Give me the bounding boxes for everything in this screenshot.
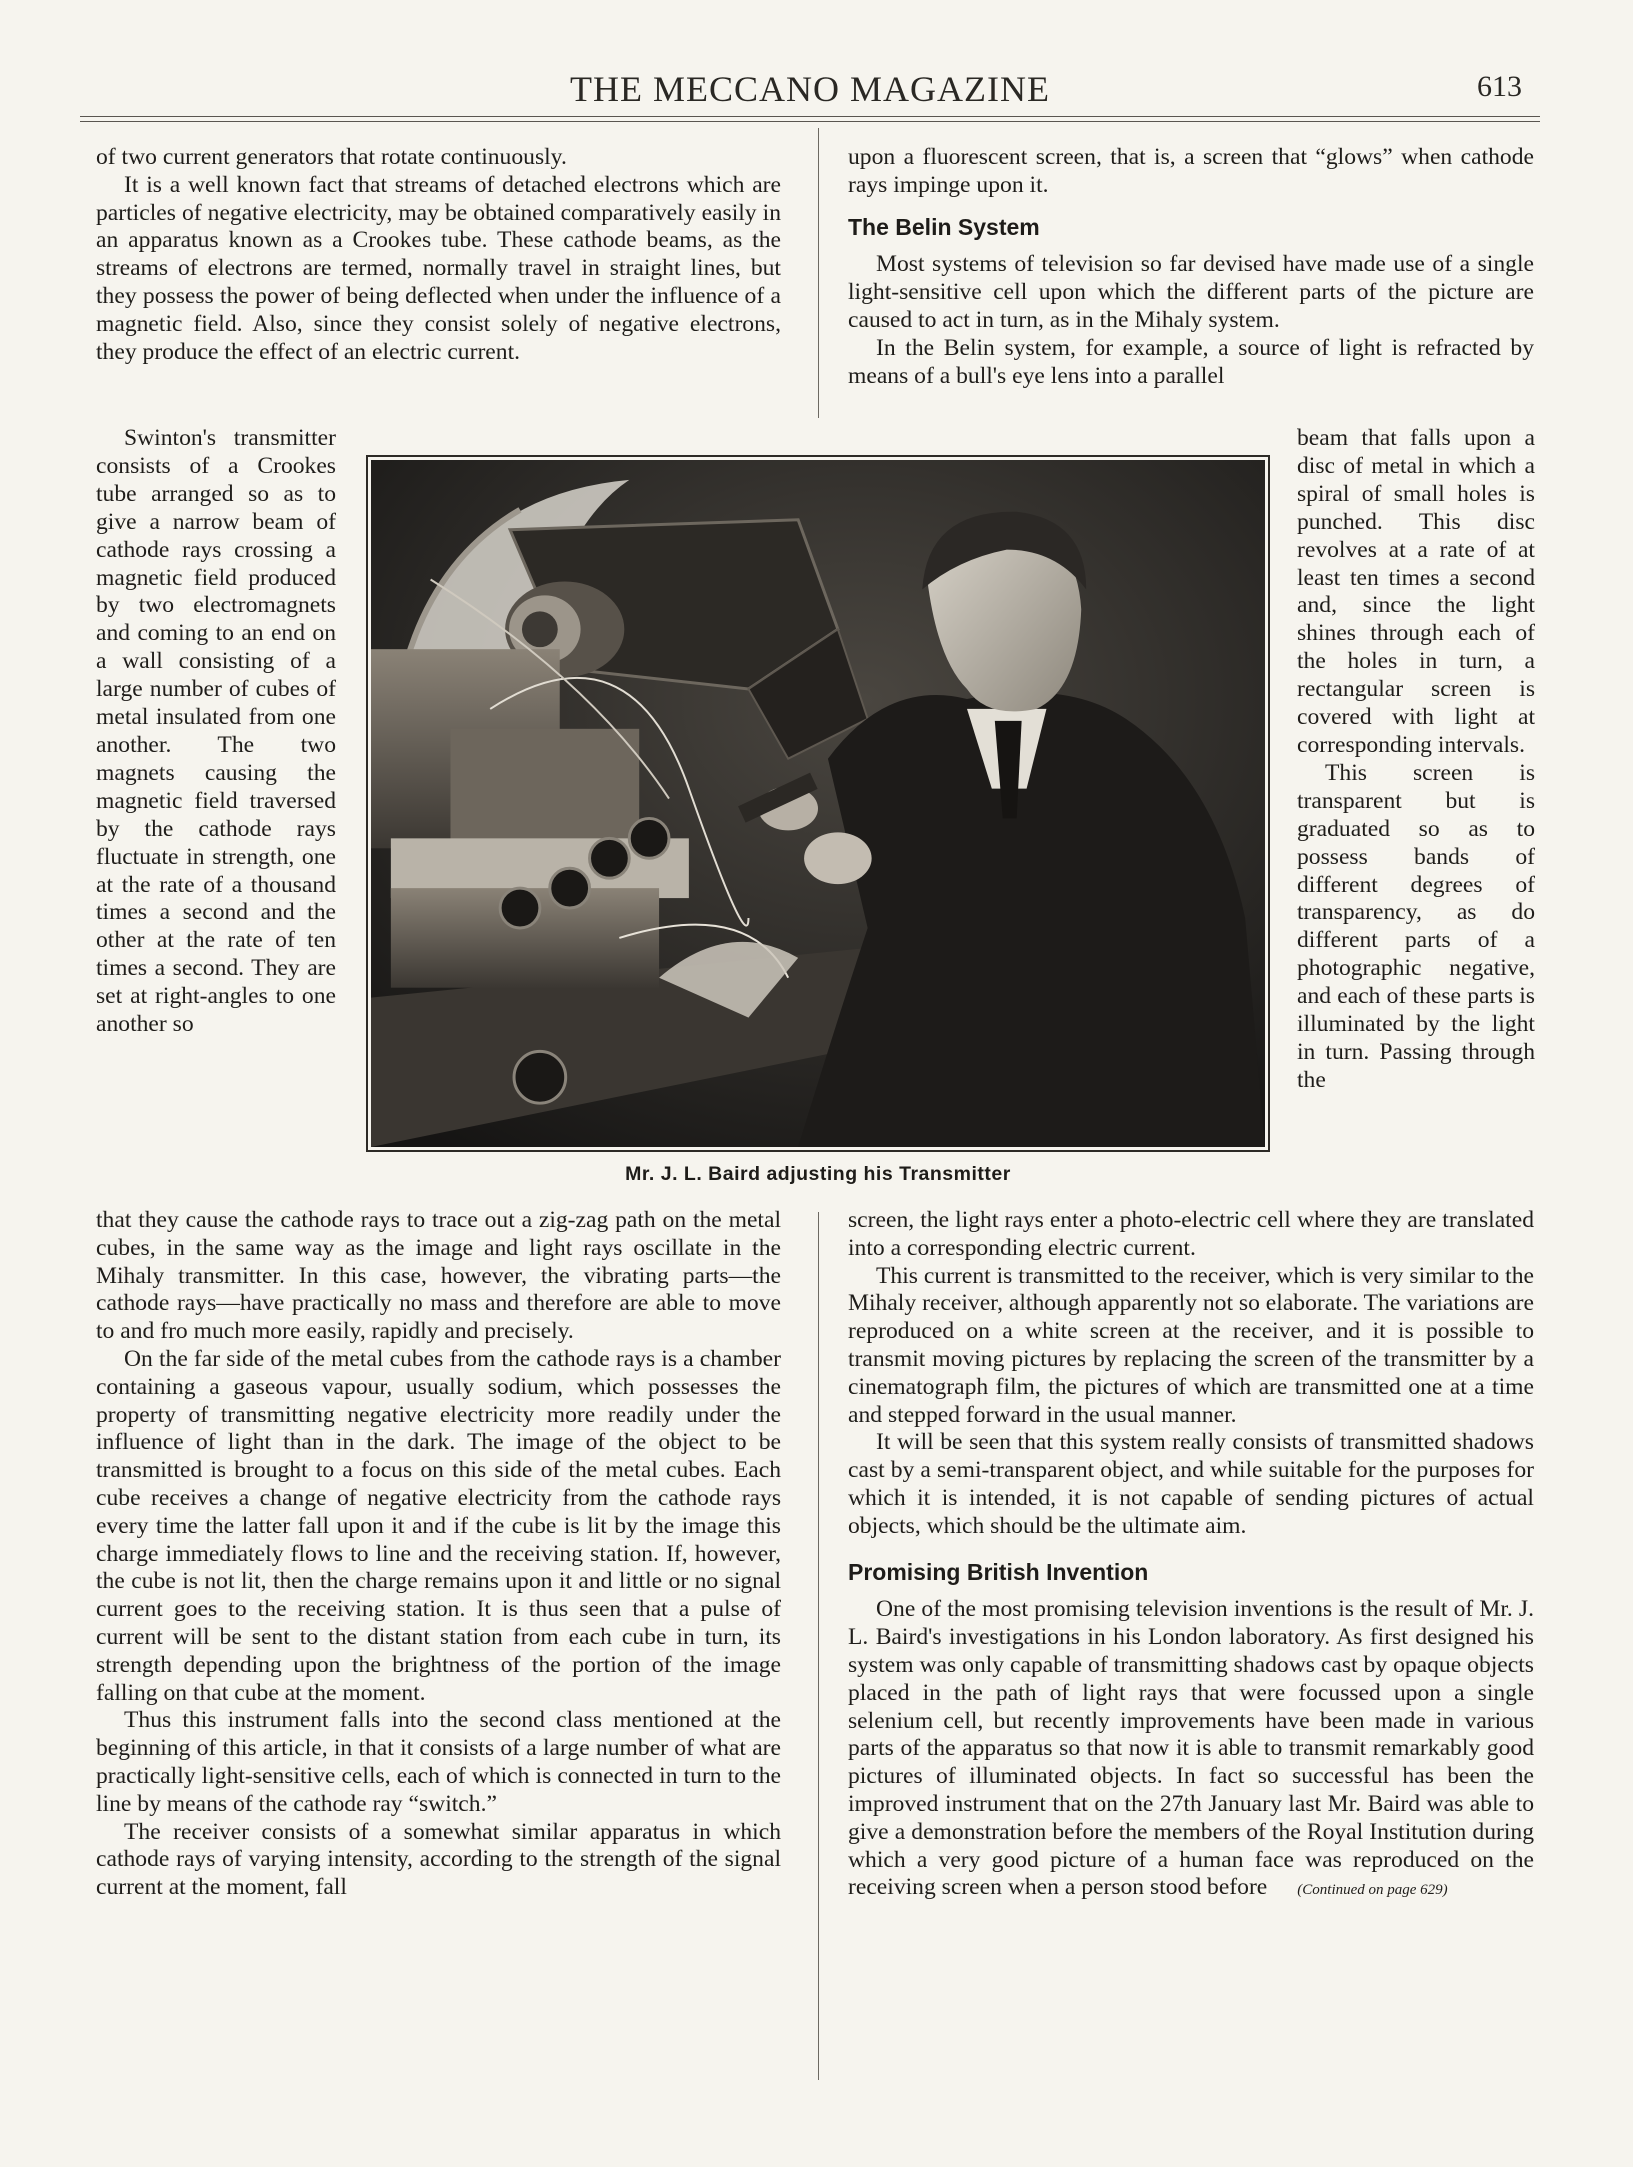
- paragraph: This screen is transparent but is graduated so as to possess bands of different degrees of transparency, as do different parts of a photographic negative, and each of these parts is illuminated by the light in turn. Passing through the: [1297, 759, 1535, 1093]
- figure-caption: Mr. J. L. Baird adjusting his Transmitter: [625, 1163, 1011, 1185]
- page-number: 613: [1477, 70, 1522, 103]
- section-heading-british: Promising British Invention: [848, 1558, 1149, 1585]
- paragraph: beam that falls upon a disc of metal in which a spiral of small holes is punched. This disc revolves at a rate of at least ten times a second and, since the light shines through each of the holes in turn, a rectangular screen is covered with light at corresponding intervals.: [1297, 425, 1535, 758]
- section-heading-belin: The Belin System: [848, 213, 1040, 240]
- paragraph: Most systems of television so far devised have made use of a single light-sensitive cell upon which the different parts of the picture are caused to act in turn, as in the Mihaly system.: [848, 251, 1534, 333]
- paragraph: The receiver consists of a somewhat similar apparatus in which cathode rays of varying intensity, according to the strength of the signal current at the moment, fall: [96, 1818, 781, 1901]
- paragraph: of two current generators that rotate continuously.: [96, 144, 567, 170]
- continued-note: (Continued on page 629): [1297, 1882, 1448, 1899]
- right-column-top: [848, 144, 1534, 390]
- paragraph: In the Belin system, for example, a source of light is refracted by means of a bull's eye lens into a parallel: [848, 334, 1534, 389]
- paragraph: [848, 1596, 1534, 1905]
- paragraph: On the far side of the metal cubes from the cathode rays is a chamber containing a gaseous vapour, usually sodium, which possesses the property of transmitting negative electricity more readily under the influence of light than in the dark. The image of the object to be transmitted is brought to a focus on this side of the metal cubes. Each cube receives a change of negative electricity from the cathode rays every time the latter fall upon it and if the cube is lit by the image this charge immediately flows to line and the receiving station. If, however, the cube is not lit, then the charge remains upon it and little or no signal current goes to the receiving station. It is thus seen that a pulse of current will be sent to the distant station from each cube in turn, its strength depending upon the brightness of the portion of the image falling on that cube at the moment.: [96, 1345, 781, 1706]
- column-divider: [818, 128, 819, 418]
- right-column-wrap: [1297, 425, 1535, 1095]
- paragraph: Thus this instrument falls into the second class mentioned at the beginning of this article, in that it consists of a large number of what are practically light-sensitive cells, each of which is connected in turn to the line by means of the cathode ray “switch.”: [96, 1707, 781, 1817]
- right-column-bottom: [848, 1207, 1534, 1905]
- left-column-wrap: [96, 425, 336, 1039]
- paragraph: that they cause the cathode rays to trace out a zig-zag path on the metal cubes, in the same way as the image and light rays oscillate in the Mihaly transmitter. In this case, however, the vibrating parts—the cathode rays—have practically no mass and therefore are able to move to and fro much more easily, rapidly and precisely.: [96, 1207, 781, 1345]
- magazine-title: THE MECCANO MAGAZINE: [570, 69, 1050, 109]
- column-divider: [818, 1212, 819, 2080]
- photo-baird-transmitter: [371, 460, 1265, 1147]
- paragraph: It is a well known fact that streams of detached electrons which are particles of negative electricity, may be obtained comparatively easily in an apparatus known as a Crookes tube. These cathode beams, as the streams of electrons are termed, normally travel in straight lines, but they possess the power of being deflected when under the influence of a magnetic field. Also, since they consist solely of negative electrons, they produce the effect of an electric current.: [96, 171, 781, 365]
- paragraph: screen, the light rays enter a photo-electric cell where they are translated into a corresponding electric current.: [848, 1207, 1534, 1261]
- header-rule: [80, 116, 1540, 122]
- left-column-bottom: [96, 1207, 781, 1902]
- paragraph: Swinton's transmitter consists of a Crookes tube arranged so as to give a narrow beam of cathode rays crossing a magnetic field produced by two electromagnets and coming to an end on a wall consisting of a large number of cubes of metal insulated from one another. The two magnets causing the magnetic field traversed by the cathode rays fluctuate in strength, one at the rate of a thousand times a second and the other at the rate of ten times a second. They are set at right-angles to one another so: [96, 425, 336, 1038]
- paragraph: upon a fluorescent screen, that is, a screen that “glows” when cathode rays impinge upon it.: [848, 144, 1534, 198]
- figure-photo: [366, 455, 1270, 1152]
- masthead: [80, 64, 1540, 114]
- paragraph-text: One of the most promising television inventions is the result of Mr. J. L. Baird's investigations in his London laboratory. As first designed his system was only capable of transmitting shadows cast by opaque objects placed in the path of light rays that were focussed upon a single selenium cell, but recently improvements have been made in various parts of the apparatus so that now it is able to transmit remarkably good pictures of illuminated objects. In fact so successful has been the improved instrument that on the 27th January last Mr. Baird was able to give a demonstration before the members of the Royal Institution during which a very good picture of a human face was reproduced on the receiving screen when a person stood before: [848, 1596, 1534, 1901]
- left-column-top: [96, 144, 781, 366]
- paragraph: It will be seen that this system really consists of transmitted shadows cast by a semi-transparent object, and while suitable for the purposes for which it is intended, it is not capable of sending pictures of actual objects, which should be the ultimate aim.: [848, 1429, 1534, 1539]
- paragraph: This current is transmitted to the receiver, which is very similar to the Mihaly receiver, although apparently not so elaborate. The variations are reproduced on a white screen at the receiver, and it is possible to transmit moving pictures by replacing the screen of the transmitter by a cinematograph film, the pictures of which are transmitted one at a time and stepped forward in the usual manner.: [848, 1262, 1534, 1428]
